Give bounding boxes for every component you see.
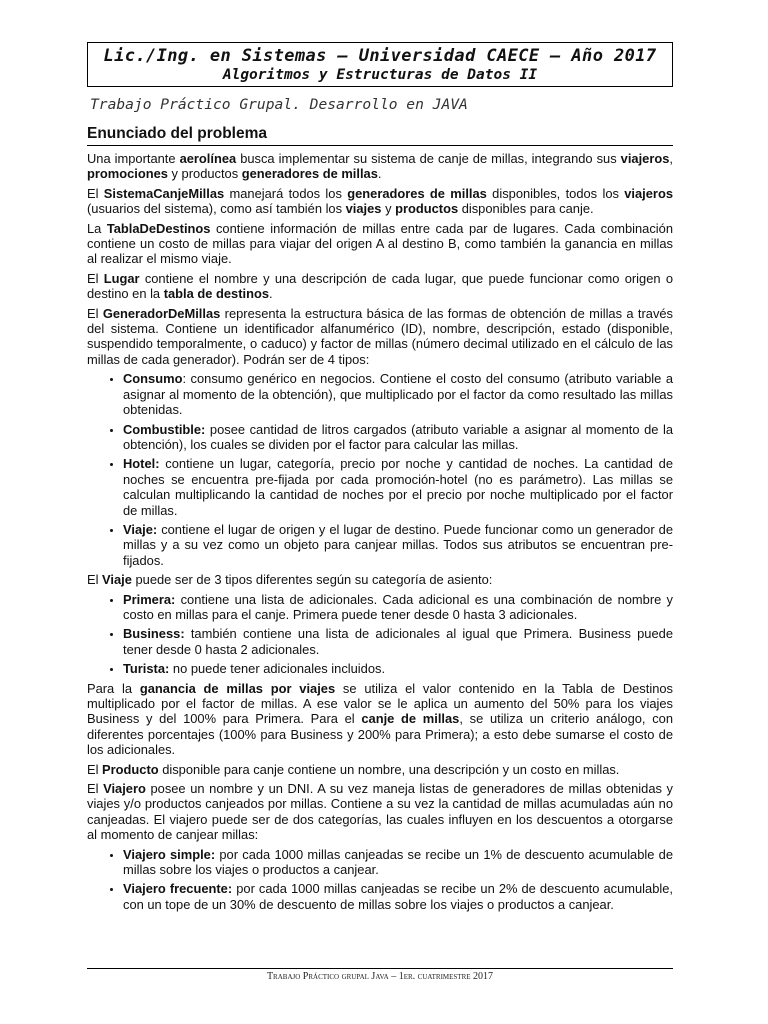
paragraph-ganancia	[87, 681, 673, 758]
text-run: Una importante	[87, 151, 180, 166]
text-run: contiene una lista de adicionales. Cada adicional es una combinación de nombre y costo en millas para el canje. Primera puede tener desde 0 hasta 3 adicionales.	[123, 591, 673, 622]
bold-term: generadores de millas	[241, 166, 378, 182]
section-title: Enunciado del problema	[87, 124, 673, 146]
text-run: busca implementar su sistema de canje de millas, integrando sus	[236, 151, 621, 166]
bold-term: tabla de destinos	[163, 286, 269, 302]
bold-term: Producto	[102, 761, 159, 777]
text-run: y productos	[167, 166, 242, 182]
list-item	[123, 847, 673, 878]
bold-term: TablaDeDestinos	[106, 220, 211, 236]
text-run: El	[87, 305, 103, 321]
bold-term: productos	[395, 201, 459, 217]
bold-term: viajes	[345, 201, 382, 217]
list-item	[123, 626, 673, 657]
text-run: contiene el nombre y una descripción de cada lugar, que puede funcionar como origen o destino en la	[87, 270, 673, 302]
generator-types-list	[87, 371, 673, 568]
text-run: contiene un lugar, categoría, precio por noche y cantidad de noches. La cantidad de noches se encuentra pre-fijada por cada promoción-hotel (no es parámetro). Las millas se calculan multiplicando la cantidad de noches por el precio por noche multiplicado por el factor de millas.	[123, 456, 673, 518]
text-run: posee un nombre y un DNI. A su vez maneja listas de generadores de millas obtenidas y viajes y/o productos canjeados por millas. Contiene a su vez la cantidad de millas acumuladas aún no canjeadas. El viajero puede ser de dos categorías, las cuales influyen en los descuentos a otorgarse al momento de canjear millas:	[87, 781, 674, 843]
text-run: : consumo genérico en negocios. Contiene el costo del consumo (atributo variable a asignar al momento de la obtención), que multiplicado por el factor da como resultado las millas obtenidas.	[123, 371, 673, 418]
text-run: representa la estructura básica de las formas de obtención de millas a través del sistema. Contiene un identificador alfanumérico (ID), nombre, descripción, estado (disponible, suspendido temporalmente, o caduco) y factor de millas (número decimal utilizado en el cálculo de las millas de cada generador). Podrán ser de 4 tipos:	[87, 305, 674, 367]
paragraph-generador	[87, 306, 673, 368]
seat-types-list	[87, 592, 673, 677]
text-run: posee cantidad de litros cargados (atributo variable a asignar al momento de la obtención), los cuales se dividen por el factor para calcular las millas.	[123, 421, 673, 452]
document-header	[87, 42, 673, 87]
bold-term: Viajero simple:	[123, 846, 216, 862]
text-run: El	[87, 781, 104, 797]
text-run: disponible para canje contiene un nombre, una descripción y un costo en millas.	[158, 761, 620, 777]
text-run: El	[87, 572, 103, 588]
bold-term: SistemaCanjeMillas	[103, 185, 225, 201]
text-run: por cada 1000 millas canjeadas se recibe un 1% de descuento acumulable de millas sobre los viajes o productos a canjear.	[123, 846, 674, 878]
paragraph-viajero	[87, 781, 673, 843]
bold-term: Primera:	[123, 591, 176, 607]
bold-term: Lugar	[103, 270, 140, 286]
text-run: se utiliza el valor contenido en la Tabla de Destinos multiplicado por el factor de millas. A ese valor se le aplica un aumento del 50% para los viajes Business y del 100% para Primera. Para el	[87, 680, 673, 727]
text-run: contiene el lugar de origen y el lugar de destino. Puede funcionar como un generador de millas y a su vez como un objeto para canjear millas. Todos sus atributos se encuentran pre-fijados.	[123, 521, 673, 568]
text-run: El	[87, 270, 104, 286]
paragraph-sistema-canje	[87, 186, 673, 217]
bold-term: Viaje:	[123, 521, 158, 537]
text-run: manejará todos los	[224, 185, 348, 201]
text-run: no puede tener adicionales incluidos.	[169, 661, 386, 677]
bold-term: Consumo	[123, 371, 183, 387]
text-run: por cada 1000 millas canjeadas se recibe un 2% de descuento acumulable, con un tope de un 30% de descuento de millas sobre los viajes o productos a canjear.	[123, 881, 673, 912]
paragraph-aerolinea	[87, 151, 673, 182]
bold-term: viajeros	[624, 185, 673, 201]
bold-term: Viajero	[103, 781, 146, 797]
text-run: .	[377, 166, 382, 182]
bold-term: promociones	[87, 166, 168, 182]
header-line-1: Lic./Ing. en Sistemas – Universidad CAECE – Año 2017	[103, 46, 657, 66]
text-run: contiene información de millas entre cada par de lugares. Cada combinación contiene un costo de millas para viajar del origen A al destino B, como también la ganancia en millas al realizar el mismo viaje.	[87, 220, 673, 267]
bold-term: ganancia de millas por viajes	[139, 680, 336, 696]
text-run: ,	[669, 151, 673, 166]
text-run: , se utiliza un criterio análogo, con diferentes porcentajes (100% para Business y 200% para Primera); a esto debe sumarse el costo de los adicionales.	[87, 711, 673, 758]
text-run: Para la	[87, 680, 140, 696]
document-body	[87, 151, 673, 912]
paragraph-producto	[87, 762, 673, 777]
text-run: La	[87, 220, 107, 236]
text-run: disponibles para canje.	[458, 201, 594, 217]
bold-term: generadores de millas	[347, 185, 487, 201]
list-item	[123, 592, 673, 623]
list-item	[123, 422, 673, 453]
list-item	[123, 371, 673, 417]
bold-term: Business:	[123, 626, 185, 642]
bold-term: GeneradorDeMillas	[102, 305, 221, 321]
text-run: .	[268, 286, 273, 302]
list-item	[123, 661, 673, 676]
page-footer: Trabajo Práctico grupal Java – 1er. cuatrimestre 2017	[266, 971, 494, 982]
text-run: El	[87, 185, 104, 201]
bold-term: viajeros	[620, 151, 670, 166]
paragraph-lugar	[87, 271, 673, 302]
header-line-2: Algoritmos y Estructuras de Datos II	[222, 67, 538, 83]
text-run: disponibles, todos los	[486, 185, 625, 201]
bold-term: Hotel:	[123, 456, 160, 472]
bold-term: Viajero frecuente:	[123, 881, 233, 897]
text-run: El	[87, 761, 103, 777]
document-subtitle: Trabajo Práctico Grupal. Desarrollo en JAVA	[90, 96, 468, 113]
list-item	[123, 522, 673, 568]
bold-term: Combustible:	[123, 421, 206, 437]
document-page	[87, 42, 673, 916]
bold-term: Turista:	[123, 661, 170, 677]
list-item	[123, 456, 673, 518]
paragraph-tabla-destinos	[87, 221, 673, 267]
footer-rule	[87, 968, 673, 969]
traveler-types-list	[87, 847, 673, 913]
text-run: puede ser de 3 tipos diferentes según su categoría de asiento:	[131, 572, 493, 588]
list-item	[123, 881, 673, 912]
bold-term: canje de millas	[361, 711, 460, 727]
text-run: y	[381, 201, 396, 217]
bold-term: aerolínea	[179, 151, 237, 166]
text-run: también contiene una lista de adicionales al igual que Primera. Business puede tener desde 0 hasta 2 adicionales.	[123, 626, 673, 657]
text-run: (usuarios del sistema), como así también los	[87, 201, 346, 217]
bold-term: Viaje	[102, 572, 132, 588]
paragraph-viaje	[87, 572, 673, 587]
